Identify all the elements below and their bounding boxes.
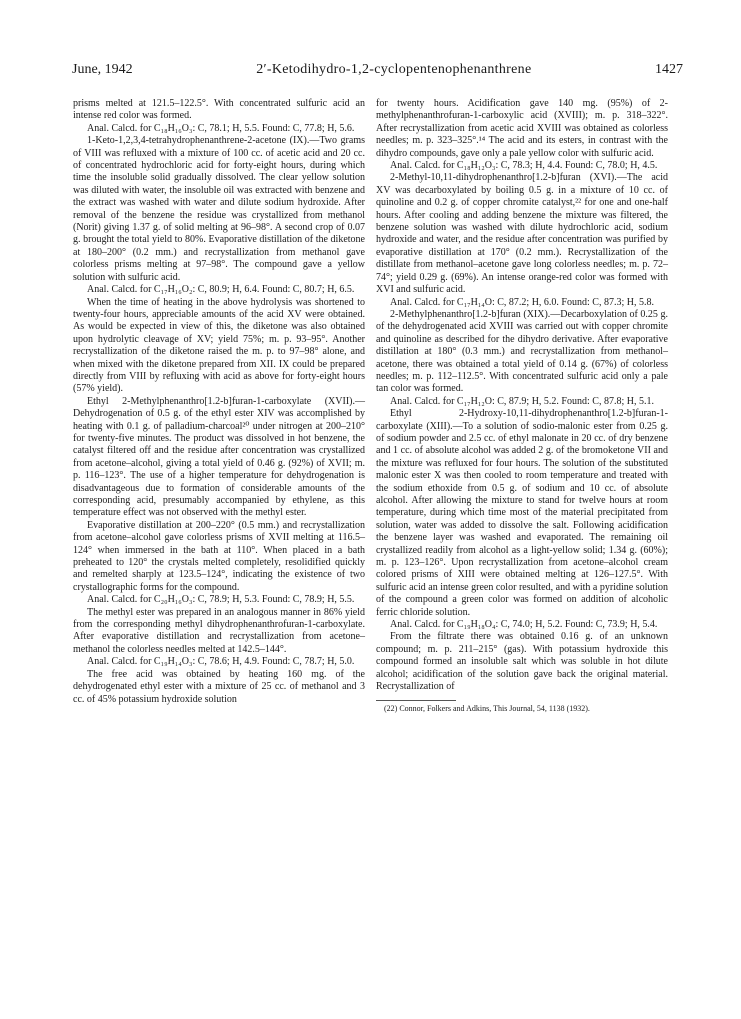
header-date: June, 1942	[72, 62, 133, 77]
paragraph: Ethyl 2-Hydroxy-10,11-dihydrophenanthro[1.2-b]furan-1-carboxylate (XIII).—To a solution of sodio-malonic ester from 0.25 g. of sodium powder and 2.5 cc. of ethyl malonate in 20 cc. of dry benzene and 1 cc. of absolute alcohol was added 2 g. of the bromoketone VII and the mixture was refluxed for four hours. The solution of the substituted malonic ester X was then cooled to room temperature and treated with the sodium ethoxide from 0.5 g. of sodium and 10 cc. of absolute alcohol. After allowing the mixture to stand for twelve hours at room temperature, during which time most of the material precipitated from solution, water was added to dissolve the salt. Following acidification the benzene layer was washed and evaporated. The remaining oil crystallized readily from alcohol as a light-yellow solid; 1.34 g. (60%); m. p. 123–126°. Upon recrystallization from acetone–alcohol cream colored prisms of XIII were obtained melting at 126–127.5°. With sulfuric acid an intense green color resulted, and with a pyridine solution of the compound a green color was formed on addition of alcoholic ferric chloride solution.	[376, 408, 668, 618]
paragraph: 1-Keto-1,2,3,4-tetrahydrophenanthrene-2-acetone (IX).—Two grams of VIII was refluxed with a mixture of 100 cc. of acetic acid and 20 cc. of concentrated hydrochloric acid for forty-eight hours, during which time the insoluble solid gradually dissolved. The clear yellow solution was diluted with water, the insoluble oil was extracted with benzene and the extract was washed with water and dilute sodium hydroxide. After removal of the benzene the residue was crystallized from methanol (Norit) giving 1.37 g. of solid melting at 96–98°. A second crop of 0.07 g. brought the total yield to 80%. Evaporative distillation of the diketone at 180–200° (0.2 mm.) and recrystallization from methanol gave colorless prisms melting at 97–98°. The compound gave a yellow solution with sulfuric acid.	[73, 135, 365, 283]
footnote: (22) Connor, Folkers and Adkins, This Journal, 54, 1138 (1932).	[384, 703, 590, 713]
header-title: 2′-Ketodihydro-1,2-cyclopentenophenanthrene	[256, 62, 532, 77]
paragraph: The free acid was obtained by heating 160 mg. of the dehydrogenated ethyl ester with a mixture of 25 cc. of methanol and 3 cc. of 45% potassium hydroxide solution	[73, 668, 365, 705]
paragraph: The methyl ester was prepared in an analogous manner in 86% yield from the corresponding methyl dihydrophenanthrofuran-1-carboxylate. After evaporative distillation and recrystallization from acetone–methanol the colorless needles melted at 142.5–144°.	[73, 606, 365, 655]
paragraph: 2-Methyl-10,11-dihydrophenanthro[1.2-b]furan (XVI).—The acid XV was decarboxylated by boiling 0.5 g. in a mixture of 10 cc. of quinoline and 0.2 g. of copper chromite catalyst,²² for one and one-half hours. After cooling and adding benzene the mixture was filtered, the benzene solution was washed with dilute hydrochloric acid, sodium hydroxide and water, and the residue after concentration was purified by evaporative distillation at 170° (0.2 mm.). Recrystallization of the distillate from methanol–acetone gave long colorless needles; m. p. 72–74°; yield 0.29 g. (69%). An intense orange-red color was formed with XVI and sulfuric acid.	[376, 172, 668, 296]
paragraph: Ethyl 2-Methylphenanthro[1.2-b]furan-1-carboxylate (XVII).—Dehydrogenation of 0.5 g. of the ethyl ester XIV was accomplished by heating with 0.1 g. of palladium-charcoal²⁰ under nitrogen at 200–210° for twenty-five minutes. The product was dissolved in hot benzene, the catalyst filtered off and the residue after concentration was crystallized from acetone–alcohol, giving a total yield of 0.46 g. (92%) of XVII; m. p. 116–123°. The use of a higher temperature for dehydrogenation is disadvantageous due to formation of considerable amounts of the corresponding acid, presumably accompanied by ethylene, as this temperature effect was not observed with the methyl ester.	[73, 395, 365, 519]
paragraph: From the filtrate there was obtained 0.16 g. of an unknown compound; m. p. 211–215° (gas). With potassium hydroxide this compound formed an insoluble salt which was soluble in hot dilute alcohol; acidification of the solution gave back the original material. Recrystallization of	[376, 631, 668, 693]
paragraph: Anal. Calcd. for C₁₉H₁₄O₃: C, 78.6; H, 4.9. Found: C, 78.7; H, 5.0.	[87, 656, 355, 668]
footnote-rule	[376, 700, 456, 701]
paragraph: Anal. Calcd. for C₁₉H₁₈O₄: C, 74.0; H, 5.2. Found: C, 73.9; H, 5.4.	[390, 619, 658, 631]
paragraph: for twenty hours. Acidification gave 140 mg. (95%) of 2-methylphenanthrofuran-1-carboxylic acid (XVIII); m. p. 318–322°. After recrystallization from acetic acid XVIII was obtained as colorless needles; m. p. 323–325°.¹⁴ The acid and its esters, in contrast with the dihydro compounds, gave only a pale yellow color with sulfuric acid.	[376, 98, 668, 159]
paragraph: prisms melted at 121.5–122.5°. With concentrated sulfuric acid an intense red color was formed.	[73, 98, 365, 122]
paragraph: Anal. Calcd. for C₁₇H₁₂O: C, 87.9; H, 5.2. Found: C, 87.8; H, 5.1.	[390, 395, 654, 407]
paragraph: Evaporative distillation at 200–220° (0.5 mm.) and recrystallization from acetone–alcohol gave colorless prisms of XVII melting at 116.5–124° when immersed in the bath at 110°. When placed in a bath preheated to 120° the crystals melted completely, resolidified quickly and remelted sharply at 123.5–124°, indicating the existence of two crystallographic forms for the compound.	[73, 519, 365, 593]
paragraph: When the time of heating in the above hydrolysis was shortened to twenty-four hours, appreciable amounts of the acid XV were obtained. As would be expected in view of this, the diketone was also obtained upon hydrolytic cleavage of XV; yield 75%; m. p. 93–95°. Another recrystallization of the diketone raised the m. p. to 97–98° alone, and when mixed with the diketone prepared from XII. IX could be prepared directly from VIII by refluxing with acid as above for forty-eight hours (57% yield).	[73, 296, 365, 395]
paragraph: Anal. Calcd. for C₁₇H₁₄O: C, 87.2; H, 6.0. Found: C, 87.3; H, 5.8.	[390, 296, 654, 308]
paragraph: Anal. Calcd. for C₁₈H₁₂O₃: C, 78.3; H, 4.4. Found: C, 78.0; H, 4.5.	[390, 160, 658, 172]
right-column	[376, 98, 668, 714]
paragraph: 2-Methylphenanthro[1.2-b]furan (XIX).—Decarboxylation of 0.25 g. of the dehydrogenated acid XVIII was carried out with copper chromite and quinoline as described for the dihydro derivative. After evaporative distillation at 180° (0.3 mm.) and recrystallization from methanol–acetone, there was obtained a total yield of 0.14 g. (67%) of colorless needles; m. p. 112–112.5°. With concentrated sulfuric acid only a pale tan color was formed.	[376, 308, 668, 395]
paragraph: Anal. Calcd. for C₁₈H₁₆O₃: C, 78.1; H, 5.5. Found: C, 77.8; H, 5.6.	[87, 122, 355, 134]
paragraph: Anal. Calcd. for C₁₇H₁₆O₂: C, 80.9; H, 6.4. Found: C, 80.7; H, 6.5.	[87, 284, 355, 296]
left-column	[73, 98, 365, 706]
paragraph: Anal. Calcd. for C₂₀H₁₆O₃: C, 78.9; H, 5.3. Found: C, 78.9; H, 5.5.	[87, 594, 355, 606]
running-header	[72, 62, 683, 82]
page-number: 1427	[655, 62, 683, 77]
